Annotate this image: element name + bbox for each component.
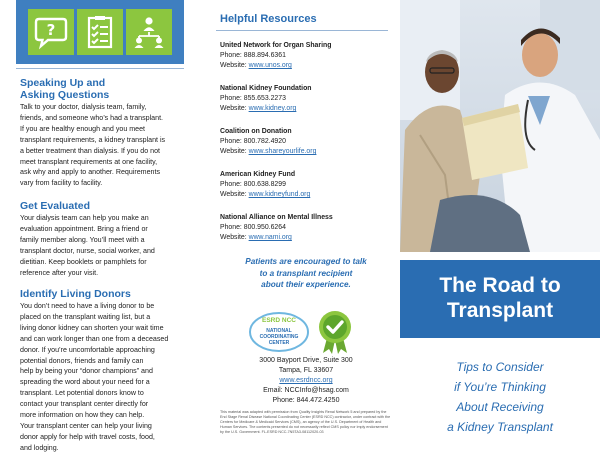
org-name: United Network for Organ Sharing [220,42,332,49]
text-line: and can work longer than one from a deceased [20,334,169,343]
helpful-resources-title: Helpful Resources [220,13,317,25]
text-line: dietitian. Keep booklets or pamphlets for [20,257,147,266]
divider [216,30,388,31]
text-line: more information on how they can help. [20,411,145,420]
cover-subtitle-line: a Kidney Transplant [447,420,553,434]
get-evaluated-title: Get Evaluated [20,200,91,212]
text-line: transplant. Let potential donors know to [20,389,144,398]
text-line: Your dialysis team can help you make an [20,214,149,222]
text-line: family member along. You’ll meet with a [20,235,145,244]
ncc-website-link[interactable]: www.esrdncc.org [279,377,333,384]
org-coalition [220,127,392,157]
cover-title-line-2: Transplant [446,299,554,322]
disclaimer-fine-print: This material was adapted with permission from Quality Insights Renal Network 5 and prepared by the End Stage Renal Disease National Coordinating Center (ESRD NCC) contractor, under contract with the Centers for Medicare & Medicaid Services (CMS), an agency of the U.S. Department of Health and Human Services. The contents presented do not necessarily reflect CMS policy nor imply endorsement by the U.S. Government. FL-ESRD NCC-7N5TA3-08112020-03 [220,410,391,434]
text-line: spreading the word about your need for a [20,378,150,387]
text-line: potential donors, friends and family can [20,356,144,365]
org-phone: Phone: 800.950.6264 [220,224,286,231]
checklist-icon [77,9,123,55]
text-line: help by being your “donor champions” and [20,367,153,376]
text-line: Your transplant center can help your living [20,421,152,430]
contact-address [220,356,392,406]
cover-title-box [400,260,600,338]
text-line: evaluation appointment. Bring a friend or [20,224,148,233]
title-line: Asking Questions [20,89,110,101]
network-people-icon [126,9,172,55]
org-nami [220,213,392,243]
quote-line: to a transplant recipient [259,268,353,278]
website-label: Website: [220,105,249,112]
email-label: Email: [263,387,285,394]
org-phone: Phone: 855.653.2273 [220,95,286,102]
logo-top-text: ESRD NCC [262,317,296,324]
text-line: ask why and apply to another. Requirements [20,168,160,177]
logo-line-1: NATIONAL [266,328,292,334]
text-line: and lodging. [20,443,59,452]
doctor-patient-photo [400,0,600,252]
address-street: 3000 Bayport Drive, Suite 300 [259,357,353,364]
website-label: Website: [220,191,249,198]
text-line: placed on the transplant waiting list, but a [20,312,151,321]
website-label: Website: [220,62,249,69]
cover-subtitle-line: About Receiving [456,400,544,414]
org-phone: Phone: 800.638.8299 [220,181,286,188]
text-line: friends, and someone who’s had a transplant. [20,113,164,122]
text-line: meet transplant requirements at one facility, [20,157,158,166]
email-address[interactable]: NCCInfo@hsag.com [284,387,349,394]
cover-subtitle-line: Tips to Consider [456,360,544,374]
org-phone: Phone: 800.782.4920 [220,138,286,145]
org-name: American Kidney Fund [220,171,296,178]
text-line: Talk to your doctor, dialysis team, family, [20,103,147,111]
text-line: donor apply for help with travel costs, food, [20,432,155,441]
text-line: If you are healthy enough and you meet [20,124,146,133]
logo-line-3: CENTER [268,340,290,346]
logo-line-2: COORDINATING [259,334,299,340]
quote-line: Patients are encouraged to talk [245,257,367,266]
text-line: reference after your visit. [20,268,99,277]
org-website-link[interactable]: www.kidneyfund.org [248,191,311,198]
text-line: transplant requirements, a kidney transplant is [20,135,166,144]
cover-panel [400,0,600,464]
living-donors-title: Identify Living Donors [20,288,131,300]
title-line: Speaking Up and [20,77,106,89]
org-website-link[interactable]: www.shareyourlife.org [248,148,317,155]
address-city: Tampa, FL 33607 [278,367,334,374]
green-seal-checkmark-icon [318,310,352,359]
org-akf [220,170,392,200]
resources-panel [200,0,400,464]
org-website-link[interactable]: www.kidney.org [248,105,297,112]
svg-text:?: ? [46,21,56,39]
text-line: vary from facility to facility. [20,179,103,188]
org-unos [220,41,392,71]
living-donors-text [20,301,182,454]
cover-title-line-1: The Road to [439,274,561,297]
text-line: contact your transplant center directly for [20,400,149,409]
quote-line: about their experience. [261,280,351,289]
icon-band [16,0,184,64]
left-panel [0,0,200,464]
text-line: a better treatment than dialysis. If you do not [20,146,160,155]
recipient-quote [220,256,392,291]
org-website-link[interactable]: www.unos.org [248,62,292,69]
org-name: National Alliance on Mental Illness [220,214,333,221]
text-line: transplant doctor, nurse, social worker, and [20,246,155,255]
get-evaluated-text [20,213,182,278]
speech-bubble-question-icon [28,9,74,55]
contact-phone: Phone: 844.472.4250 [272,397,340,404]
esrd-ncc-logo [248,311,310,358]
org-website-link[interactable]: www.nami.org [248,234,292,241]
divider [16,68,184,69]
org-name: Coalition on Donation [220,128,292,135]
text-line: living donor kidney can shorten your wait time [20,323,164,332]
text-line: donor. If you’re uncomfortable approaching [20,345,155,354]
website-label: Website: [220,234,249,241]
speaking-up-title [20,77,109,101]
speaking-up-text [20,102,182,189]
cover-subtitle-line: if You’re Thinking [454,380,546,394]
text-line: You don’t need to have a living donor to be [20,302,155,310]
website-label: Website: [220,148,249,155]
org-phone: Phone: 888.894.6361 [220,52,286,59]
org-name: National Kidney Foundation [220,85,312,92]
org-nkf [220,84,392,114]
